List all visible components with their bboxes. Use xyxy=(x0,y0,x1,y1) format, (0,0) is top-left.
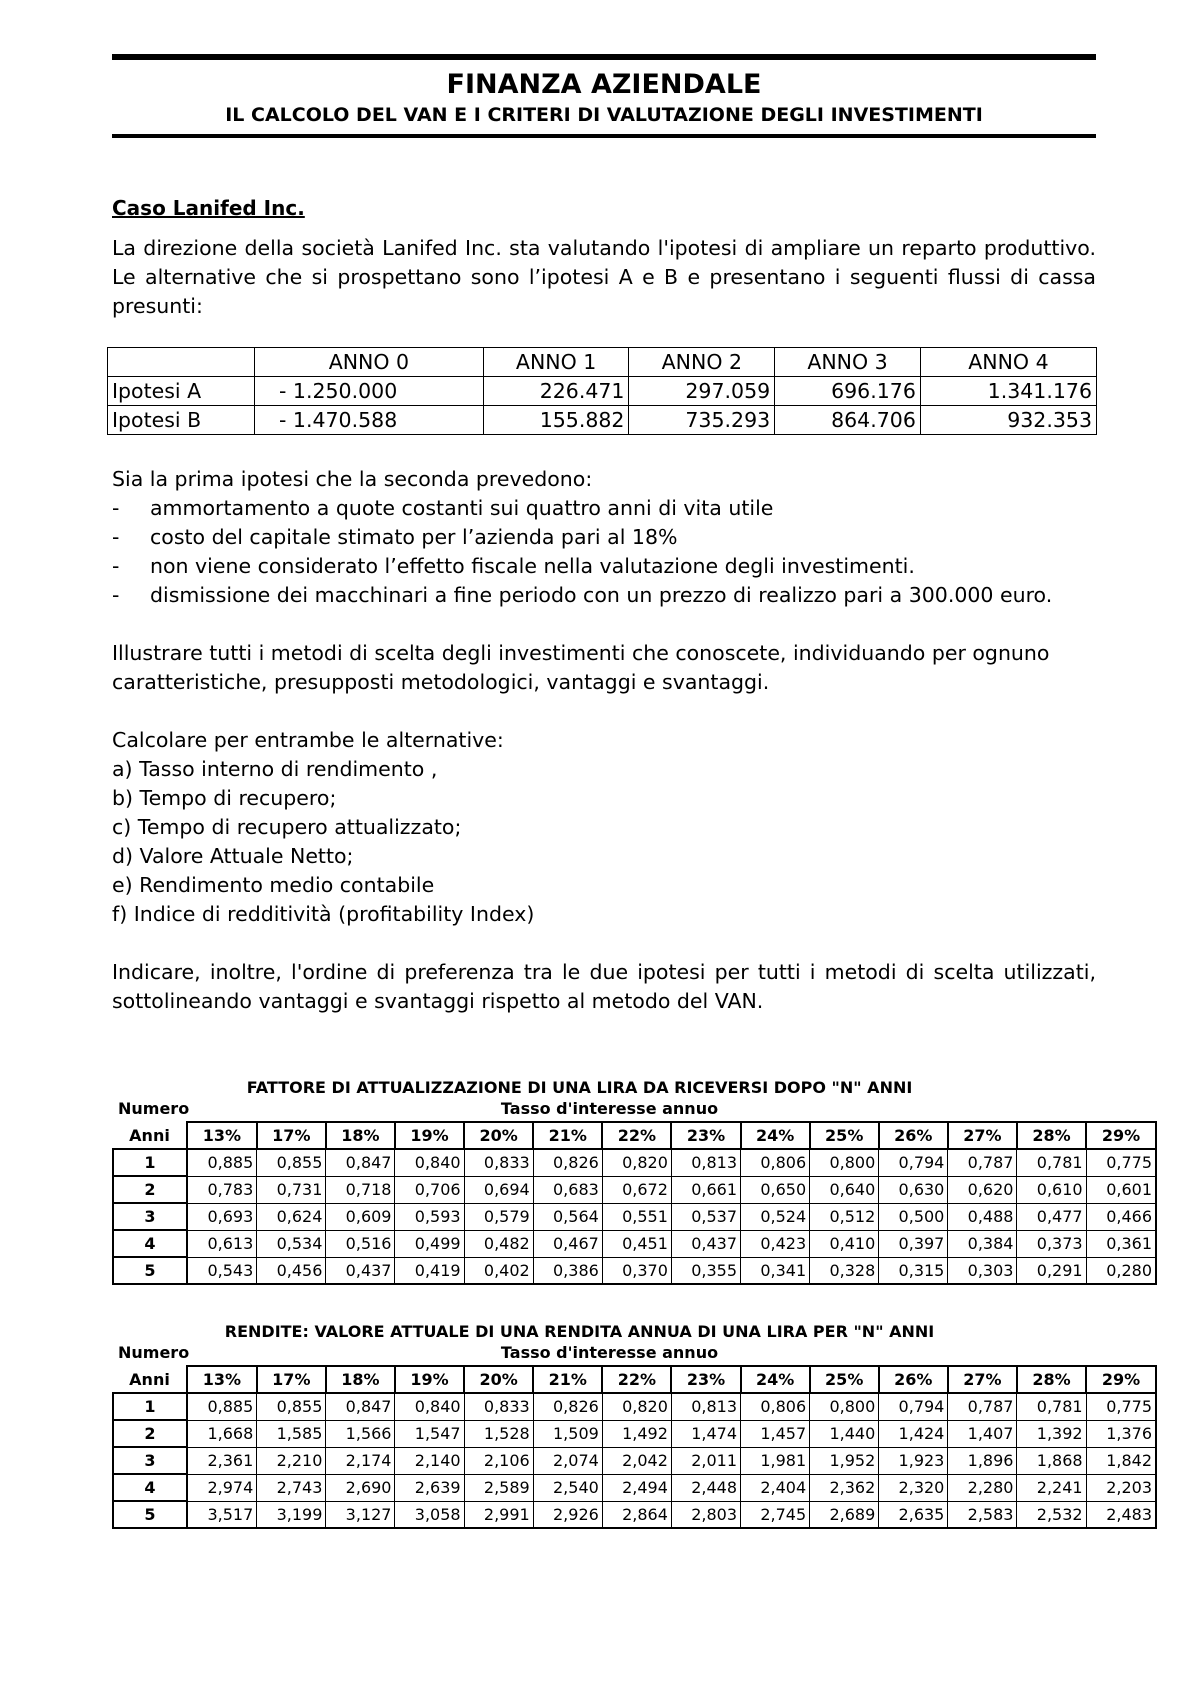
value-cell: 1,392 xyxy=(1017,1420,1086,1447)
calc-item: b) Tempo di recupero; xyxy=(112,786,337,810)
cash-flow-cell: 297.059 xyxy=(629,377,775,406)
assumption-text: costo del capitale stimato per l’azienda pari al 18% xyxy=(150,525,678,549)
value-cell: 0,787 xyxy=(948,1149,1017,1176)
value-cell: 0,303 xyxy=(948,1257,1017,1284)
value-cell: 0,370 xyxy=(602,1257,671,1284)
value-cell: 2,589 xyxy=(464,1474,533,1501)
cash-flow-table xyxy=(107,347,1097,435)
rate-header-cell: 28% xyxy=(1017,1366,1086,1393)
value-cell: 0,402 xyxy=(464,1257,533,1284)
assumptions-intro: Sia la prima ipotesi che la seconda prevedono: xyxy=(112,467,593,491)
value-cell: 0,384 xyxy=(948,1230,1017,1257)
value-cell: 0,543 xyxy=(187,1257,257,1284)
value-cell: 1,407 xyxy=(948,1420,1017,1447)
value-cell: 2,690 xyxy=(326,1474,395,1501)
cash-flow-cell: 226.471 xyxy=(483,377,629,406)
value-cell: 2,532 xyxy=(1017,1501,1086,1528)
value-cell: 0,516 xyxy=(326,1230,395,1257)
value-cell: 0,718 xyxy=(326,1176,395,1203)
value-cell: 0,593 xyxy=(395,1203,464,1230)
value-cell: 2,203 xyxy=(1086,1474,1156,1501)
assumption-item xyxy=(112,552,1096,581)
value-cell: 2,991 xyxy=(464,1501,533,1528)
cash-flow-cell: 1.341.176 xyxy=(920,377,1096,406)
tasso-label: Tasso d'interesse annuo xyxy=(500,1099,719,1118)
anni-label: Anni xyxy=(129,1125,170,1145)
value-cell: 2,042 xyxy=(602,1447,671,1474)
doc-subtitle: IL CALCOLO DEL VAN E I CRITERI DI VALUTAZIONE DEGLI INVESTIMENTI xyxy=(225,104,983,126)
rate-header-cell: 25% xyxy=(810,1366,879,1393)
rate-header-cell: 22% xyxy=(602,1122,671,1149)
value-cell: 2,689 xyxy=(810,1501,879,1528)
document-page xyxy=(112,54,1096,1016)
value-cell: 0,488 xyxy=(948,1203,1017,1230)
discount-factor-subhead xyxy=(112,1099,1157,1121)
value-cell: 2,639 xyxy=(395,1474,464,1501)
assumption-item xyxy=(112,523,1096,552)
value-cell: 2,743 xyxy=(257,1474,326,1501)
value-cell: 1,566 xyxy=(326,1420,395,1447)
rate-header-cell: 27% xyxy=(948,1122,1017,1149)
value-cell: 0,847 xyxy=(326,1149,395,1176)
table-row xyxy=(113,1393,1156,1420)
value-cell: 2,926 xyxy=(533,1501,602,1528)
value-cell: 2,404 xyxy=(741,1474,810,1501)
value-cell: 0,806 xyxy=(741,1149,810,1176)
value-cell: 0,579 xyxy=(464,1203,533,1230)
value-cell: 2,540 xyxy=(533,1474,602,1501)
value-cell: 0,800 xyxy=(810,1149,879,1176)
rate-header-cell: 22% xyxy=(602,1366,671,1393)
rate-header-cell: 18% xyxy=(326,1122,395,1149)
value-cell: 2,241 xyxy=(1017,1474,1086,1501)
value-cell: 0,694 xyxy=(464,1176,533,1203)
value-cell: 0,840 xyxy=(395,1393,464,1420)
value-cell: 1,492 xyxy=(602,1420,671,1447)
value-cell: 1,528 xyxy=(464,1420,533,1447)
rate-header-cell: 26% xyxy=(879,1366,948,1393)
value-cell: 0,613 xyxy=(187,1230,257,1257)
value-cell: 2,074 xyxy=(533,1447,602,1474)
value-cell: 0,466 xyxy=(1086,1203,1156,1230)
assumptions-list xyxy=(112,494,1096,610)
value-cell: 0,564 xyxy=(533,1203,602,1230)
year-cell: 3 xyxy=(113,1203,187,1230)
task-preference: Indicare, inoltre, l'ordine di preferenza tra le due ipotesi per tutti i metodi di scelta utilizzati, sottolineando vantaggi e svantaggi rispetto al metodo del VAN. xyxy=(112,960,1096,1013)
value-cell: 0,397 xyxy=(879,1230,948,1257)
value-cell: 0,601 xyxy=(1086,1176,1156,1203)
cash-flow-header-row xyxy=(108,348,1097,377)
annuity-rate-row xyxy=(113,1366,1156,1393)
year-cell: 1 xyxy=(113,1149,187,1176)
value-cell: 0,328 xyxy=(810,1257,879,1284)
calc-list xyxy=(112,755,1096,929)
value-cell: 0,813 xyxy=(671,1149,740,1176)
value-cell: 0,826 xyxy=(533,1149,602,1176)
value-cell: 1,547 xyxy=(395,1420,464,1447)
value-cell: 3,058 xyxy=(395,1501,464,1528)
rate-header-cell: 25% xyxy=(810,1122,879,1149)
rate-header-cell: 20% xyxy=(464,1366,533,1393)
cash-flow-cell: 864.706 xyxy=(775,406,921,435)
value-cell: 0,355 xyxy=(671,1257,740,1284)
value-cell: 0,467 xyxy=(533,1230,602,1257)
value-cell: 3,199 xyxy=(257,1501,326,1528)
value-cell: 0,280 xyxy=(1086,1257,1156,1284)
value-cell: 0,855 xyxy=(257,1393,326,1420)
cash-flow-header-cell: ANNO 1 xyxy=(483,348,629,377)
rate-header-cell: 18% xyxy=(326,1366,395,1393)
discount-factor-title: FATTORE DI ATTUALIZZAZIONE DI UNA LIRA DA RICEVERSI DOPO "N" ANNI xyxy=(246,1078,913,1097)
table-row xyxy=(113,1501,1156,1528)
value-cell: 0,693 xyxy=(187,1203,257,1230)
value-cell: 0,386 xyxy=(533,1257,602,1284)
value-cell: 0,499 xyxy=(395,1230,464,1257)
year-cell: 5 xyxy=(113,1257,187,1284)
annuity-title: RENDITE: VALORE ATTUALE DI UNA RENDITA ANNUA DI UNA LIRA PER "N" ANNI xyxy=(224,1322,935,1341)
rate-header-cell: 24% xyxy=(741,1366,810,1393)
rate-header-cell: 19% xyxy=(395,1366,464,1393)
value-cell: 0,534 xyxy=(257,1230,326,1257)
dash-marker: - xyxy=(112,525,120,549)
value-cell: 0,833 xyxy=(464,1393,533,1420)
year-cell: 1 xyxy=(113,1393,187,1420)
value-cell: 1,896 xyxy=(948,1447,1017,1474)
case-title: Caso Lanifed Inc. xyxy=(112,196,305,220)
value-cell: 0,847 xyxy=(326,1393,395,1420)
dash-marker: - xyxy=(112,496,120,520)
value-cell: 0,423 xyxy=(741,1230,810,1257)
value-cell: 0,456 xyxy=(257,1257,326,1284)
value-cell: 1,868 xyxy=(1017,1447,1086,1474)
value-cell: 0,781 xyxy=(1017,1393,1086,1420)
value-cell: 0,630 xyxy=(879,1176,948,1203)
table-row xyxy=(113,1230,1156,1257)
value-cell: 0,783 xyxy=(187,1176,257,1203)
value-cell: 0,794 xyxy=(879,1393,948,1420)
value-cell: 2,320 xyxy=(879,1474,948,1501)
value-cell: 0,855 xyxy=(257,1149,326,1176)
rate-header-cell: 24% xyxy=(741,1122,810,1149)
value-cell: 0,885 xyxy=(187,1149,257,1176)
value-cell: 0,683 xyxy=(533,1176,602,1203)
calc-item: d) Valore Attuale Netto; xyxy=(112,844,354,868)
value-cell: 0,437 xyxy=(671,1230,740,1257)
year-cell: 2 xyxy=(113,1176,187,1203)
table-row xyxy=(113,1203,1156,1230)
year-cell: 4 xyxy=(113,1474,187,1501)
annuity-table xyxy=(112,1365,1157,1529)
value-cell: 0,800 xyxy=(810,1393,879,1420)
value-cell: 0,706 xyxy=(395,1176,464,1203)
cash-flow-header-cell xyxy=(108,348,255,377)
value-cell: 2,011 xyxy=(671,1447,740,1474)
cash-flow-cell: 735.293 xyxy=(629,406,775,435)
rate-header-cell: 21% xyxy=(533,1366,602,1393)
value-cell: 1,952 xyxy=(810,1447,879,1474)
cash-flow-cell: - 1.470.588 xyxy=(255,406,484,435)
value-cell: 1,440 xyxy=(810,1420,879,1447)
assumption-text: ammortamento a quote costanti sui quattro anni di vita utile xyxy=(150,496,774,520)
rate-header-cell: 26% xyxy=(879,1122,948,1149)
assumption-item xyxy=(112,494,1096,523)
value-cell: 0,291 xyxy=(1017,1257,1086,1284)
value-cell: 0,672 xyxy=(602,1176,671,1203)
value-cell: 0,781 xyxy=(1017,1149,1086,1176)
value-cell: 1,842 xyxy=(1086,1447,1156,1474)
rate-header-cell: 27% xyxy=(948,1366,1017,1393)
value-cell: 0,731 xyxy=(257,1176,326,1203)
value-cell: 2,140 xyxy=(395,1447,464,1474)
cash-flow-label: Ipotesi B xyxy=(108,406,255,435)
task-methods: Illustrare tutti i metodi di scelta degli investimenti che conoscete, individuando per ognuno caratteristiche, presupposti metodologici, vantaggi e svantaggi. xyxy=(112,641,1050,694)
table-row xyxy=(113,1420,1156,1447)
value-cell: 0,794 xyxy=(879,1149,948,1176)
annuity-subhead xyxy=(112,1343,1157,1365)
header-rule-bottom xyxy=(112,134,1096,138)
value-cell: 0,640 xyxy=(810,1176,879,1203)
anni-label: Anni xyxy=(129,1369,170,1389)
value-cell: 0,610 xyxy=(1017,1176,1086,1203)
value-cell: 2,174 xyxy=(326,1447,395,1474)
cash-flow-label: Ipotesi A xyxy=(108,377,255,406)
cash-flow-header-cell: ANNO 3 xyxy=(775,348,921,377)
value-cell: 1,509 xyxy=(533,1420,602,1447)
value-cell: 2,448 xyxy=(671,1474,740,1501)
value-cell: 2,106 xyxy=(464,1447,533,1474)
year-cell: 5 xyxy=(113,1501,187,1528)
value-cell: 3,517 xyxy=(187,1501,257,1528)
table-row xyxy=(113,1447,1156,1474)
value-cell: 1,981 xyxy=(741,1447,810,1474)
rate-header-cell: 17% xyxy=(257,1122,326,1149)
calc-item: c) Tempo di recupero attualizzato; xyxy=(112,815,462,839)
rate-header-cell: 17% xyxy=(257,1366,326,1393)
value-cell: 0,419 xyxy=(395,1257,464,1284)
rate-header-cell: 29% xyxy=(1086,1122,1156,1149)
value-cell: 2,361 xyxy=(187,1447,257,1474)
value-cell: 2,635 xyxy=(879,1501,948,1528)
rate-header-cell: 20% xyxy=(464,1122,533,1149)
rate-header-cell: 29% xyxy=(1086,1366,1156,1393)
value-cell: 0,537 xyxy=(671,1203,740,1230)
year-cell: 3 xyxy=(113,1447,187,1474)
rate-header-cell: 19% xyxy=(395,1122,464,1149)
calc-item: f) Indice di redditività (profitability Index) xyxy=(112,902,535,926)
value-cell: 1,457 xyxy=(741,1420,810,1447)
value-cell: 2,974 xyxy=(187,1474,257,1501)
table-row xyxy=(113,1149,1156,1176)
value-cell: 0,410 xyxy=(810,1230,879,1257)
assumption-text: non viene considerato l’effetto fiscale nella valutazione degli investimenti. xyxy=(150,554,915,578)
cash-flow-header-cell: ANNO 4 xyxy=(920,348,1096,377)
value-cell: 1,474 xyxy=(671,1420,740,1447)
calc-intro: Calcolare per entrambe le alternative: xyxy=(112,728,504,752)
calc-item: a) Tasso interno di rendimento , xyxy=(112,757,438,781)
value-cell: 0,451 xyxy=(602,1230,671,1257)
cash-flow-cell: 696.176 xyxy=(775,377,921,406)
value-cell: 2,583 xyxy=(948,1501,1017,1528)
value-cell: 0,840 xyxy=(395,1149,464,1176)
dash-marker: - xyxy=(112,554,120,578)
value-cell: 0,806 xyxy=(741,1393,810,1420)
value-cell: 0,524 xyxy=(741,1203,810,1230)
value-cell: 1,585 xyxy=(257,1420,326,1447)
value-cell: 0,661 xyxy=(671,1176,740,1203)
cash-flow-row xyxy=(108,377,1097,406)
cash-flow-header-cell: ANNO 0 xyxy=(255,348,484,377)
annuity-section xyxy=(112,1321,1157,1529)
value-cell: 0,341 xyxy=(741,1257,810,1284)
discount-factor-rate-row xyxy=(113,1122,1156,1149)
numero-label: Numero xyxy=(118,1343,190,1362)
assumption-text: dismissione dei macchinari a fine periodo con un prezzo di realizzo pari a 300.000 euro. xyxy=(150,583,1053,607)
value-cell: 1,376 xyxy=(1086,1420,1156,1447)
value-cell: 0,482 xyxy=(464,1230,533,1257)
value-cell: 0,650 xyxy=(741,1176,810,1203)
value-cell: 2,210 xyxy=(257,1447,326,1474)
year-cell: 4 xyxy=(113,1230,187,1257)
value-cell: 1,923 xyxy=(879,1447,948,1474)
cash-flow-cell: 155.882 xyxy=(483,406,629,435)
value-cell: 0,833 xyxy=(464,1149,533,1176)
cash-flow-cell: 932.353 xyxy=(920,406,1096,435)
value-cell: 0,361 xyxy=(1086,1230,1156,1257)
value-cell: 0,315 xyxy=(879,1257,948,1284)
rate-header-cell: 28% xyxy=(1017,1122,1086,1149)
year-cell: 2 xyxy=(113,1420,187,1447)
value-cell: 0,775 xyxy=(1086,1393,1156,1420)
table-row xyxy=(113,1176,1156,1203)
value-cell: 2,362 xyxy=(810,1474,879,1501)
table-row xyxy=(113,1257,1156,1284)
value-cell: 1,668 xyxy=(187,1420,257,1447)
cash-flow-cell: - 1.250.000 xyxy=(255,377,484,406)
case-intro: La direzione della società Lanifed Inc. sta valutando l'ipotesi di ampliare un reparto produttivo. Le alternative che si prospettano sono l’ipotesi A e B e presentano i seguenti flussi di cassa presunti: xyxy=(112,236,1096,318)
value-cell: 0,500 xyxy=(879,1203,948,1230)
assumption-item xyxy=(112,581,1096,610)
discount-factor-section xyxy=(112,1077,1157,1285)
value-cell: 0,820 xyxy=(602,1149,671,1176)
value-cell: 0,512 xyxy=(810,1203,879,1230)
value-cell: 0,775 xyxy=(1086,1149,1156,1176)
value-cell: 2,803 xyxy=(671,1501,740,1528)
numero-label: Numero xyxy=(118,1099,190,1118)
value-cell: 0,620 xyxy=(948,1176,1017,1203)
value-cell: 0,437 xyxy=(326,1257,395,1284)
value-cell: 0,551 xyxy=(602,1203,671,1230)
calc-item: e) Rendimento medio contabile xyxy=(112,873,435,897)
doc-title: FINANZA AZIENDALE xyxy=(446,69,762,100)
value-cell: 0,885 xyxy=(187,1393,257,1420)
value-cell: 0,813 xyxy=(671,1393,740,1420)
value-cell: 0,373 xyxy=(1017,1230,1086,1257)
rate-header-cell: 23% xyxy=(671,1122,740,1149)
value-cell: 0,624 xyxy=(257,1203,326,1230)
value-cell: 0,477 xyxy=(1017,1203,1086,1230)
tasso-label: Tasso d'interesse annuo xyxy=(500,1343,719,1362)
table-row xyxy=(113,1474,1156,1501)
value-cell: 2,864 xyxy=(602,1501,671,1528)
cash-flow-header-cell: ANNO 2 xyxy=(629,348,775,377)
rate-header-cell: 13% xyxy=(187,1366,257,1393)
value-cell: 2,483 xyxy=(1086,1501,1156,1528)
rate-header-cell: 23% xyxy=(671,1366,740,1393)
value-cell: 2,280 xyxy=(948,1474,1017,1501)
value-cell: 0,826 xyxy=(533,1393,602,1420)
value-cell: 0,787 xyxy=(948,1393,1017,1420)
discount-factor-table xyxy=(112,1121,1157,1285)
value-cell: 2,494 xyxy=(602,1474,671,1501)
value-cell: 1,424 xyxy=(879,1420,948,1447)
rate-header-cell: 21% xyxy=(533,1122,602,1149)
value-cell: 3,127 xyxy=(326,1501,395,1528)
cash-flow-row xyxy=(108,406,1097,435)
value-cell: 0,609 xyxy=(326,1203,395,1230)
header-rule-top xyxy=(112,54,1096,60)
dash-marker: - xyxy=(112,583,120,607)
rate-header-cell: 13% xyxy=(187,1122,257,1149)
value-cell: 2,745 xyxy=(741,1501,810,1528)
value-cell: 0,820 xyxy=(602,1393,671,1420)
